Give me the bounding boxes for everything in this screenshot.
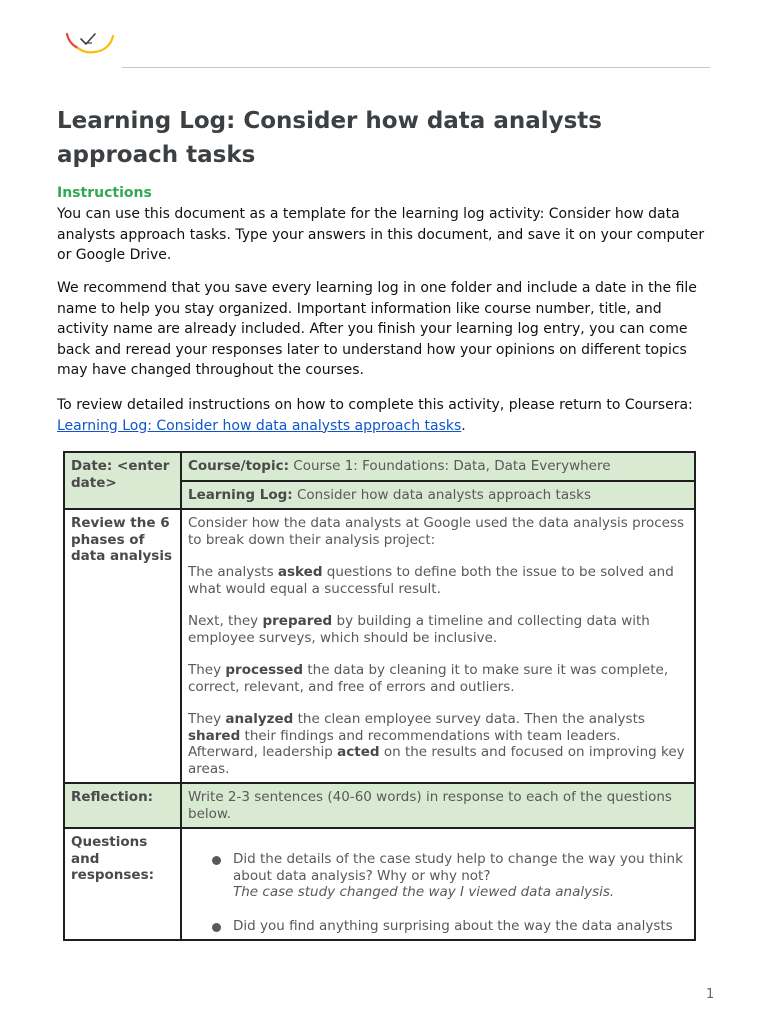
instructions-paragraph-1: You can use this document as a template for the learning log activity: Consider how data analysts approach tasks. Type your answers in this document, and save it on your computer or Google Drive.	[57, 206, 705, 263]
questions-list	[188, 851, 688, 934]
question-item	[212, 918, 688, 935]
instructions-heading: Instructions	[57, 185, 152, 201]
link-period: .	[461, 417, 466, 434]
review-phases-label: Review the 6 phases of data analysis	[64, 509, 181, 783]
header-divider	[122, 67, 710, 68]
questions-label: Questions and responses:	[64, 828, 181, 940]
review-analyze-share-act-paragraph: They analyzed the clean employee survey data. Then the analysts shared their findings and recommendations with team leaders. Afterward, leadership acted on the results and focused on improving key areas.	[188, 711, 685, 777]
learning-log-value: Consider how data analysts approach tasks	[296, 486, 591, 503]
coursera-instructions-text: To review detailed instructions on how to complete this activity, please return to Coursera:	[57, 397, 693, 413]
table-row-reflection	[64, 783, 695, 828]
learning-log-table	[63, 451, 696, 941]
reflection-instructions: Write 2-3 sentences (40-60 words) in response to each of the questions below.	[181, 783, 695, 828]
checkmark-arc-logo-icon	[62, 26, 118, 56]
course-topic-label: Course/topic:	[188, 458, 289, 474]
coursera-activity-link[interactable]: Learning Log: Consider how data analysts approach tasks	[57, 417, 462, 434]
date-cell[interactable]	[64, 452, 181, 509]
answer-text[interactable]: The case study changed the way I viewed data analysis.	[233, 884, 615, 900]
question-item	[212, 851, 688, 901]
course-topic-cell	[181, 452, 695, 481]
question-text: Did you find anything surprising about the way the data analysts	[233, 917, 673, 934]
review-phases-content	[181, 509, 695, 783]
course-topic-value: Course 1: Foundations: Data, Data Everywhere	[293, 458, 611, 474]
table-row-review	[64, 509, 695, 783]
document-title: Learning Log: Consider how data analysts approach tasks	[57, 108, 602, 168]
question-text: Did the details of the case study help to change the way you think about data analysis? Why or why not?	[233, 851, 683, 884]
date-value[interactable]: <enter date>	[71, 458, 170, 491]
review-ask-paragraph: The analysts asked questions to define both the issue to be solved and what would equal a successful result.	[188, 564, 674, 597]
table-row-date-course	[64, 452, 695, 481]
instructions-paragraph-2: We recommend that you save every learning log in one folder and include a date in the file name to help you stay organized. Important information like course number, title, and activity name are already included. After you finish your learning log entry, you can come back and reread your responses later to understand how your opinions on different topics may have changed throughout the courses.	[57, 280, 697, 378]
review-intro: Consider how the data analysts at Google used the data analysis process to break down their analysis project:	[188, 515, 685, 548]
page-number: 1	[706, 987, 715, 1002]
table-row-questions	[64, 828, 695, 940]
review-prepare-paragraph: Next, they prepared by building a timeline and collecting data with employee surveys, which should be inclusive.	[188, 613, 650, 646]
reflection-label: Reflection:	[64, 783, 181, 828]
review-process-paragraph: They processed the data by cleaning it to make sure it was complete, correct, relevant, and free of errors and outliers.	[188, 662, 669, 695]
learning-log-cell	[181, 481, 695, 510]
learning-log-label: Learning Log:	[188, 486, 293, 503]
instructions-paragraph-3	[57, 395, 717, 436]
questions-content	[181, 828, 695, 940]
date-label: Date:	[71, 458, 113, 474]
